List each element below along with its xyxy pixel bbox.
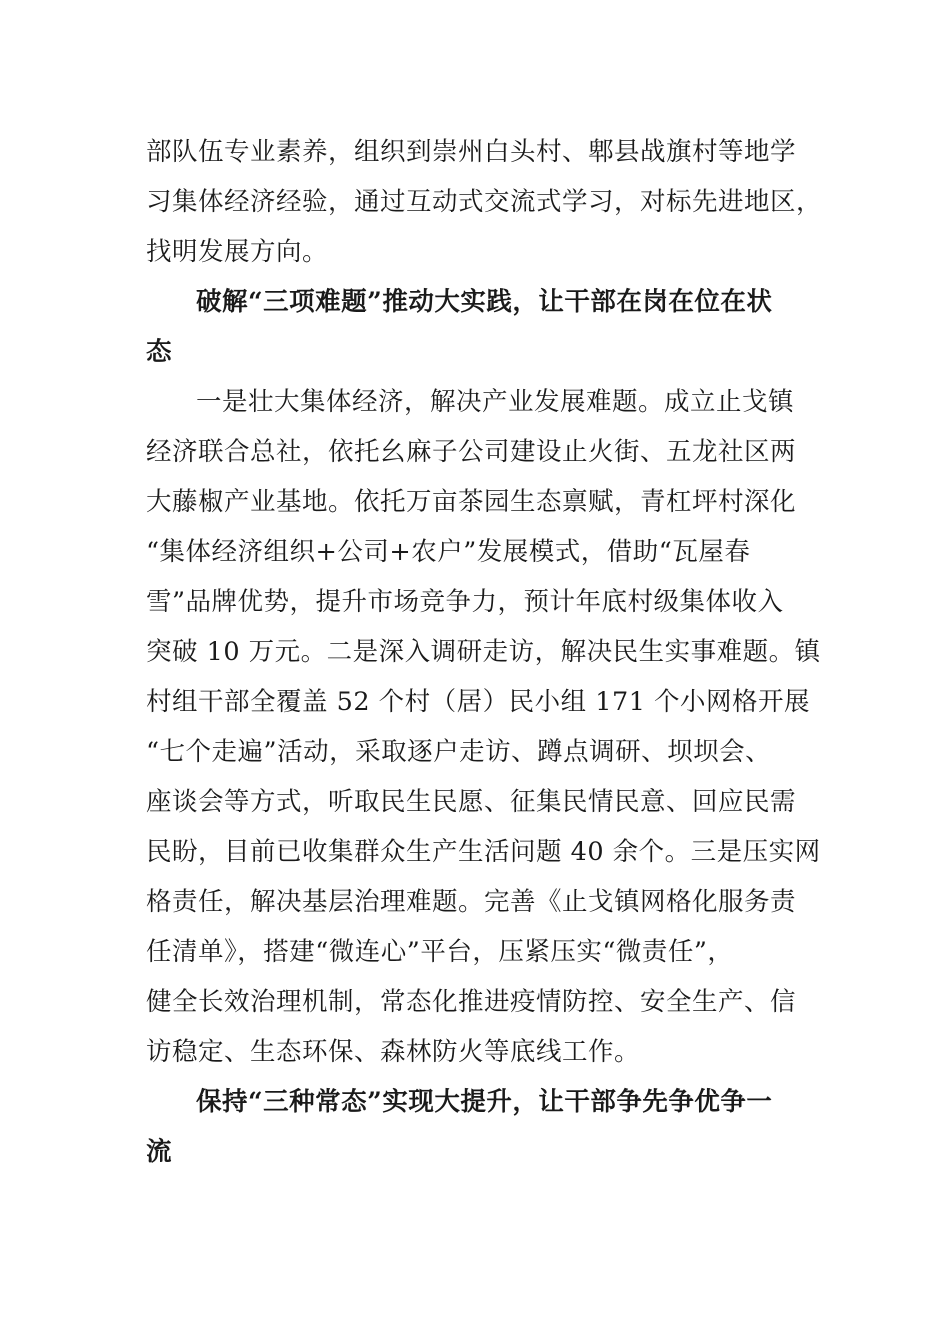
body-text-line: “集体经济组织+公司+农户”发展模式，借助“瓦屋春 — [146, 537, 751, 567]
body-text-line: 突破 10 万元。二是深入调研走访，解决民生实事难题。镇 — [146, 637, 821, 667]
section-heading: 破解“三项难题”推动大实践，让干部在岗在位在状 — [196, 287, 773, 317]
body-text-line: 部队伍专业素养，组织到崇州白头村、郫县战旗村等地学 — [146, 137, 797, 167]
body-text-line: 访稳定、生态环保、森林防火等底线工作。 — [146, 1037, 641, 1067]
body-text-line: 雪”品牌优势，提升市场竞争力，预计年底村级集体收入 — [146, 587, 784, 617]
section-heading: 保持“三种常态”实现大提升，让干部争先争优争一 — [196, 1087, 773, 1117]
body-text-line: “七个走遍”活动，采取逐户走访、蹲点调研、坝坝会、 — [146, 737, 772, 767]
body-text-line: 任清单》，搭建“微连心”平台，压紧压实“微责任”， — [146, 937, 734, 967]
body-text-line: 格责任，解决基层治理难题。完善《止戈镇网格化服务责 — [146, 887, 797, 917]
body-text-line: 找明发展方向。 — [146, 237, 329, 267]
body-text-line: 经济联合总社，依托幺麻子公司建设止火街、五龙社区两 — [146, 437, 797, 467]
body-text-line: 大藤椒产业基地。依托万亩茶园生态禀赋，青杠坪村深化 — [146, 487, 797, 517]
body-text-line: 村组干部全覆盖 52 个村（居）民小组 171 个小网格开展 — [146, 687, 811, 717]
section-heading-continuation: 态 — [146, 337, 173, 367]
paragraph-first-line: 一是壮大集体经济，解决产业发展难题。成立止戈镇 — [196, 387, 795, 417]
body-text-line: 座谈会等方式，听取民生民愿、征集民情民意、回应民需 — [146, 787, 797, 817]
body-text-line: 健全长效治理机制，常态化推进疫情防控、安全生产、信 — [146, 987, 797, 1017]
section-heading-continuation: 流 — [146, 1137, 173, 1167]
body-text-line: 民盼，目前已收集群众生产生活问题 40 余个。三是压实网 — [146, 837, 821, 867]
body-text-line: 习集体经济经验，通过互动式交流式学习，对标先进地区， — [146, 187, 823, 217]
